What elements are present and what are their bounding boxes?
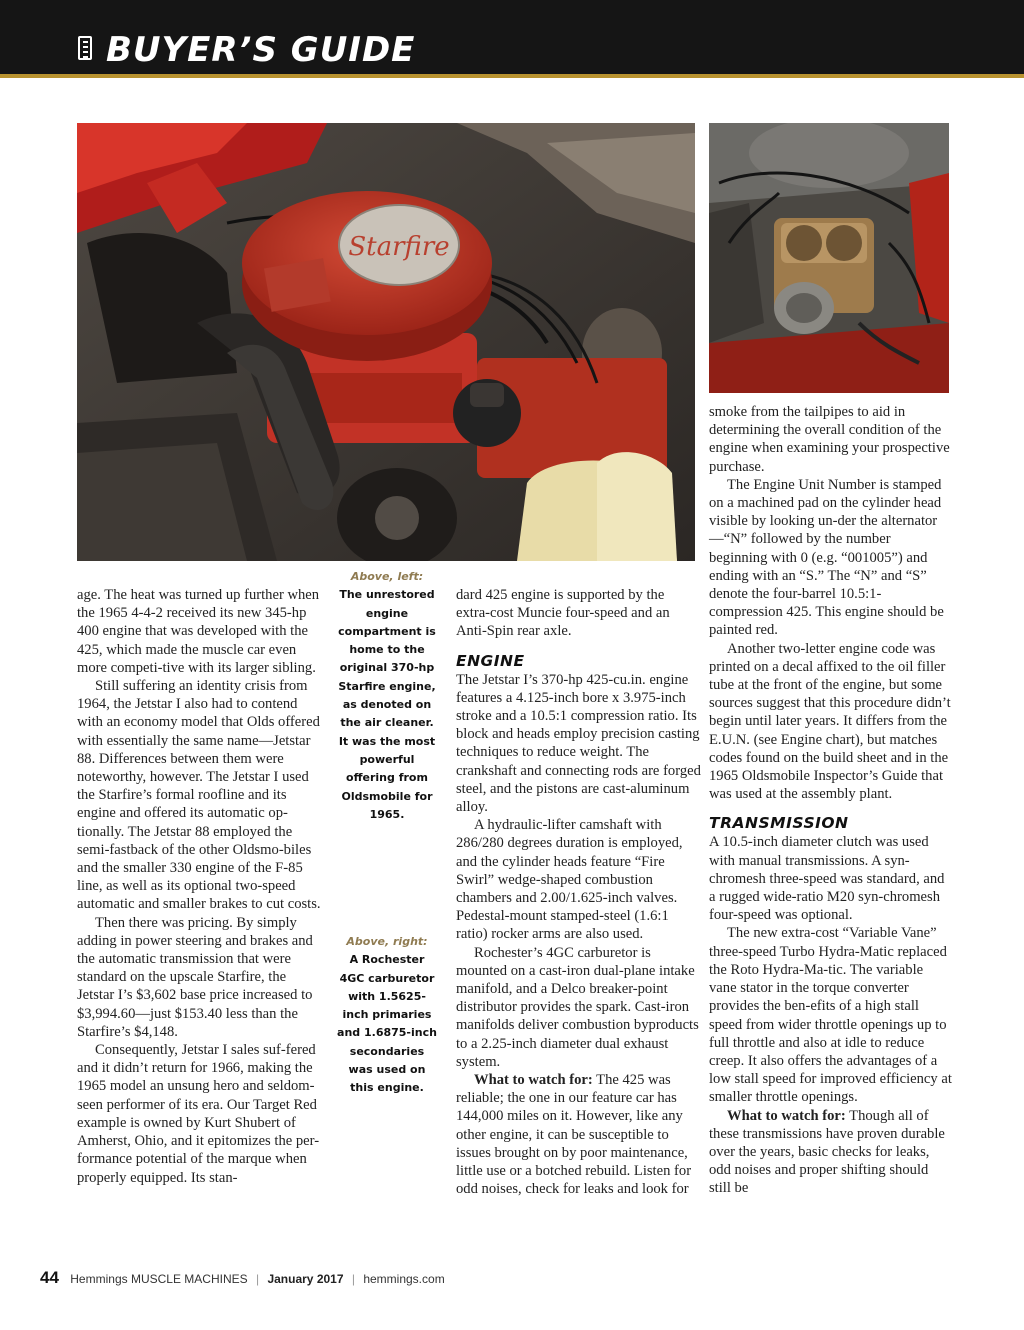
article-column-1	[77, 586, 322, 1187]
paragraph: The Jetstar I’s 370-hp 425-cu.in. engine features a 4.125-inch bore x 3.975-inch stroke and a 10.5:1 compression ratio. Its block and heads employ precision casting techniques to reduce weight. The crankshaft and connecting rods are forged steel, and the pistons are cast-aluminum alloy.	[456, 671, 701, 816]
footer-separator: |	[255, 1272, 260, 1286]
watch-for-text: The 425 was reliable; the one in our feature car has 144,000 miles on it. However, like any other engine, it can be susceptible to issues brought on by poor maintenance, little use or a botched rebuild. Listen for odd noises, check for leaks and look for	[456, 1072, 692, 1198]
header-gold-rule	[0, 74, 1024, 78]
checklist-icon	[78, 36, 92, 60]
paragraph: The new extra-cost “Variable Vane” three-speed Turbo Hydra-Matic replaced the Roto Hydra-Ma-tic. The variable vane stator in the torque converter provides the ben-efits of a high stall speed from wider throttle openings up to full throttle and also at idle to reduce creep. It also offers the advantages of a low stall speed for improved efficiency at smaller throttle openings.	[709, 925, 952, 1106]
caption-left-photo	[336, 568, 438, 824]
carburetor-photo	[709, 123, 949, 393]
engine-bay-illustration	[77, 123, 695, 561]
website[interactable]: hemmings.com	[363, 1272, 445, 1286]
paragraph: smoke from the tailpipes to aid in determining the overall condition of the engine when examining your prospective purchase.	[709, 404, 950, 475]
caption-text: A Rochester 4GC carburetor with 1.5625-inch primaries and 1.6875-inch secondaries was used on this engine.	[337, 953, 437, 1095]
paragraph	[709, 1107, 952, 1198]
section-heading-engine: ENGINE	[456, 651, 525, 670]
paragraph: Then there was pricing. By simply adding in power steering and brakes and the automatic transmission that were standard on the upscale Starfire, the Jetstar I’s $3,602 base price increased to $3,994.60—just $153.40 less than the Starfire’s $4,148.	[77, 914, 313, 1040]
paragraph	[456, 1071, 701, 1198]
caption-text: The unrestored engine compartment is home to the original 370-hp Starfire engine, as denoted on the air cleaner. It was the most powerful offering from Oldsmobile for 1965.	[338, 588, 436, 821]
paragraph: A hydraulic-lifter camshaft with 286/280 degrees duration is employed, and the cylinder heads feature “Fire Swirl” wedge-shaped combustion chambers and 2.00/1.625-inch valves. Pedestal-mount stamped-steel (1.6:1 ratio) rocker arms are also used.	[456, 817, 683, 943]
paragraph: Still suffering an identity crisis from 1964, the Jetstar I also had to contend with an economy model that Olds offered with essentially the same name—Jetstar 88. Differences between them were noteworthy, however. The Jetstar I used the Starfire’s formal roofline and its engine and offered its automatic op-tionally. The Jetstar 88 employed the semi-fastback of the other Oldsmo-biles and the smaller 330 engine of the F-85 line, as well as its optional two-speed automatic and smaller brakes to cut costs.	[77, 678, 321, 913]
page-number: 44	[40, 1268, 59, 1287]
caption-heading: Above, left:	[350, 570, 424, 583]
watch-for-lead: What to watch for:	[727, 1107, 846, 1124]
engine-bay-photo	[77, 123, 695, 561]
page-footer	[40, 1268, 445, 1288]
watch-for-text: Though all of these transmissions have proven durable over the years, basic checks for leaks, odd noises and proper shifting should still be	[709, 1107, 945, 1197]
paragraph: Consequently, Jetstar I sales suf-fered and it didn’t return for 1966, making the 1965 model an unsung hero and seldom-seen performer of its era. Our Target Red example is owned by Kurt Shubert of Amherst, Ohio, and it epitomizes the per-formance potential of the marque when properly equipped. Its stan-	[77, 1042, 320, 1186]
section-title: BUYER’S GUIDE	[106, 30, 416, 70]
carburetor-illustration	[709, 123, 949, 393]
paragraph: Rochester’s 4GC carburetor is mounted on a cast-iron dual-plane intake manifold, and a Delco breaker-point distributor provides the spark. Cast-iron manifolds deliver combustion byproducts to a 2.25-inch diameter dual exhaust system.	[456, 944, 699, 1070]
section-heading-transmission: TRANSMISSION	[709, 814, 849, 833]
caption-heading: Above, right:	[346, 935, 428, 948]
magazine-name: Hemmings MUSCLE MACHINES	[70, 1272, 248, 1286]
article-column-3	[456, 586, 701, 1199]
paragraph: age. The heat was turned up further when the 1965 4-4-2 received its new 345-hp 400 engine that was developed with the 425, which made the muscle car even more competi-tive with its larger sibling.	[77, 587, 320, 676]
paragraph: The Engine Unit Number is stamped on a machined pad on the cylinder head visible by looking un-der the alternator—“N” followed by the number beginning with 0 (e.g. “001005”) and ending with an “S.” The “N” and “S” denote the four-barrel 10.5:1-compression 425. This engine should be painted red.	[709, 476, 944, 639]
paragraph: dard 425 engine is supported by the extra-cost Muncie four-speed and an Anti-Spin rear axle.	[456, 587, 670, 640]
footer-separator: |	[351, 1272, 355, 1286]
article-column-4	[709, 403, 952, 1198]
paragraph: Another two-letter engine code was printed on a decal affixed to the oil filler tube at the front of the engine, but some sources suggest that this procedure didn’t begin until later years. It differs from the E.U.N. (see Engine chart), but matches codes found on the build sheet and in the 1965 Oldsmobile Inspector’s Guide that was used at the assembly plant.	[709, 640, 951, 803]
caption-right-photo	[336, 933, 438, 1098]
issue-date: January 2017	[267, 1272, 344, 1286]
starfire-script: Starfire	[348, 232, 450, 262]
paragraph: A 10.5-inch diameter clutch was used with manual transmissions. A syn-chromesh three-speed was standard, and a rugged wide-ratio M20 syn-chromesh four-speed was optional.	[709, 834, 945, 924]
page-header	[0, 0, 1024, 78]
watch-for-lead: What to watch for:	[474, 1072, 593, 1089]
